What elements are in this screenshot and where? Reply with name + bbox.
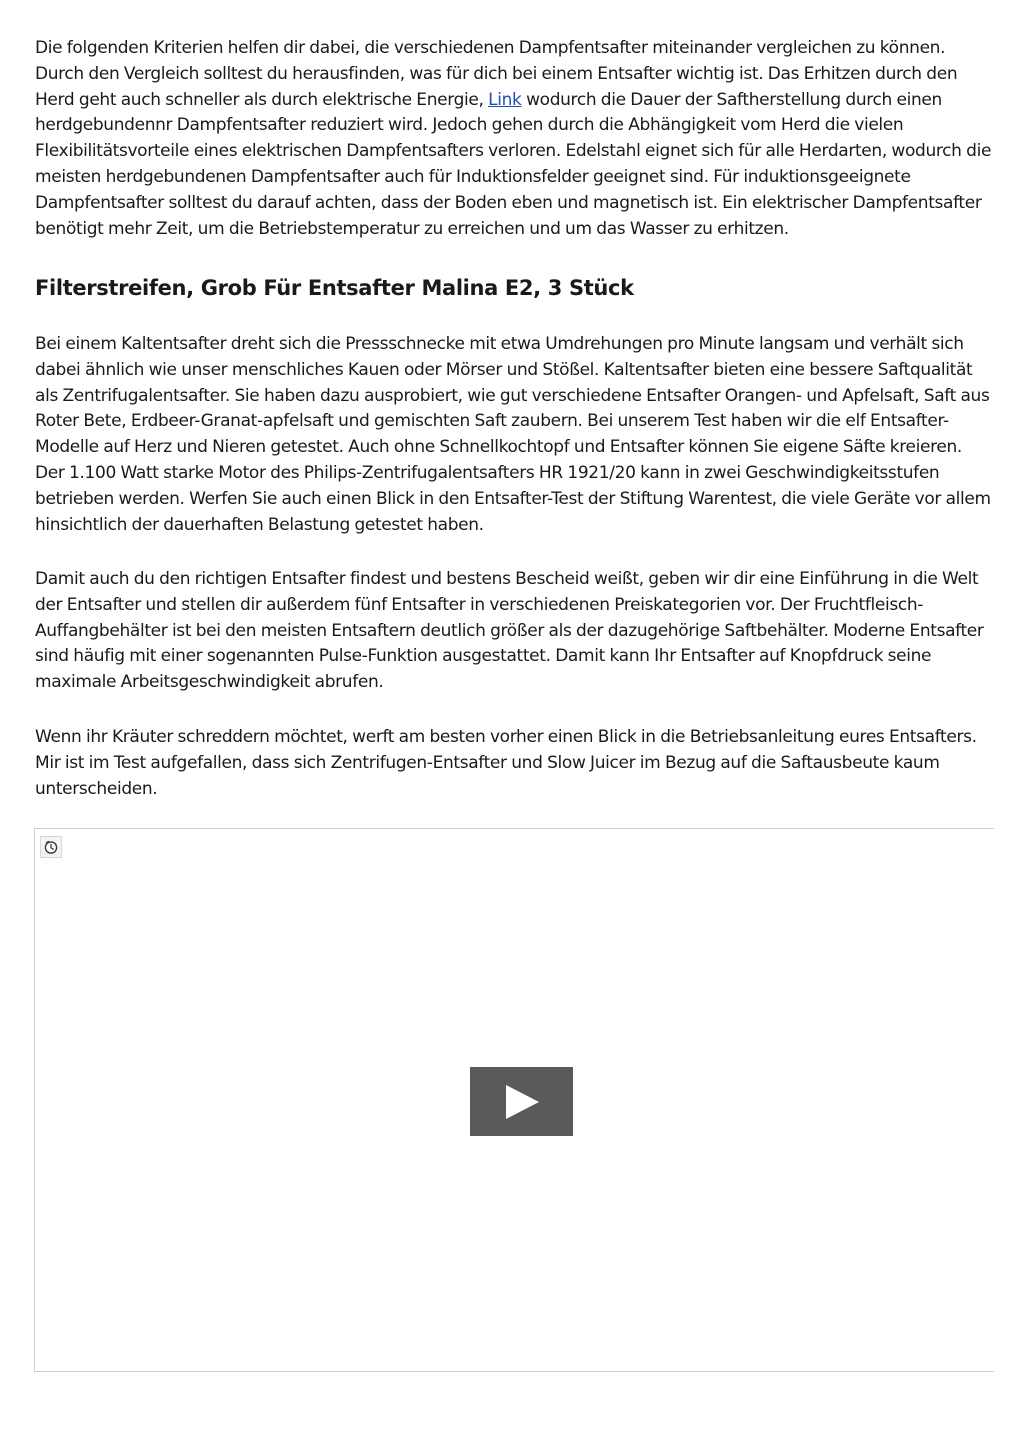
- paragraph-text: Die folgenden Kriterien helfen dir dabei, die verschiedenen Dampfentsafter miteinander vergleichen zu können. Durch den Vergleich solltest du herausfinden, was für dich bei einem Entsafter wichtig ist. Das Erhitzen durch den Herd geht auch schneller als durch elektrische Energie,: [35, 38, 958, 110]
- play-button[interactable]: [470, 1067, 573, 1136]
- paragraph-kaltentsafter: Bei einem Kaltentsafter dreht sich die Pressschnecke mit etwa Umdrehungen pro Minute langsam und verhält sich dabei ähnlich wie unser menschliches Kauen oder Mörser und Stößel. Kaltentsafter bieten eine bessere Saftqualität als Zentrifugalentsafter. Sie haben dazu ausprobiert, wie gut verschiedene Entsafter Orangen- und Apfelsaft, Saft aus Roter Bete, Erdbeer-Granat-apfelsaft und gemischten Saft zaubern. Bei unserem Test haben wir die elf Entsafter-Modelle auf Herz und Nieren getestet. Auch ohne Schnellkochtopf und Entsafter können Sie eigene Säfte kreieren. Der 1.100 Watt starke Motor des Philips-Zentrifugalentsafters HR 1921/20 kann in zwei Geschwindigkeitsstufen betrieben werden. Werfen Sie auch einen Blick in den Entsafter-Test der Stiftung Warentest, die viele Geräte vor allem hinsichtlich der dauerhaften Belastung getestet haben.: [35, 334, 991, 535]
- video-embed[interactable]: [34, 828, 994, 1372]
- clock-icon[interactable]: [40, 836, 62, 858]
- paragraph-text: wodurch die Dauer der Saftherstellung durch einen herdgebundennr Dampfentsafter reduziert wird. Jedoch gehen durch die Abhängigkeit vom Herd die vielen Flexibilitätsvorteile eines elektrischen Dampfentsafters verloren. Edelstahl eignet sich für alle Herdarten, wodurch die meisten herdgebundenen Dampfentsafter auch für Induktionsfelder geeignet sind. Für induktionsgeeignete Dampfentsafter solltest du darauf achten, dass der Boden eben und magnetisch ist. Ein elektrischer Dampfentsafter benötigt mehr Zeit, um die Betriebstemperatur zu erreichen und um das Wasser zu erhitzen.: [35, 89, 992, 239]
- inline-link[interactable]: Link: [488, 89, 522, 110]
- section-heading: Filterstreifen, Grob Für Entsafter Malina E2, 3 Stück: [35, 276, 634, 300]
- paragraph-dampfentsafter: [35, 36, 995, 242]
- paragraph-einfuehrung: Damit auch du den richtigen Entsafter findest und bestens Bescheid weißt, geben wir dir eine Einführung in die Welt der Entsafter und stellen dir außerdem fünf Entsafter in verschiedenen Preiskategorien vor. Der Fruchtfleisch-Auffangbehälter ist bei den meisten Entsaftern deutlich größer als der dazugehörige Saftbehälter. Moderne Entsafter sind häufig mit einer sogenannten Pulse-Funktion ausgestattet. Damit kann Ihr Entsafter auf Knopfdruck seine maximale Arbeitsgeschwindigkeit abrufen.: [35, 569, 984, 693]
- play-icon: [504, 1084, 540, 1120]
- paragraph-kraeuter: Wenn ihr Kräuter schreddern möchtet, werft am besten vorher einen Blick in die Betriebsanleitung eures Entsafters. Mir ist im Test aufgefallen, dass sich Zentrifugen-Entsafter und Slow Juicer im Bezug auf die Saftausbeute kaum unterscheiden.: [35, 727, 977, 799]
